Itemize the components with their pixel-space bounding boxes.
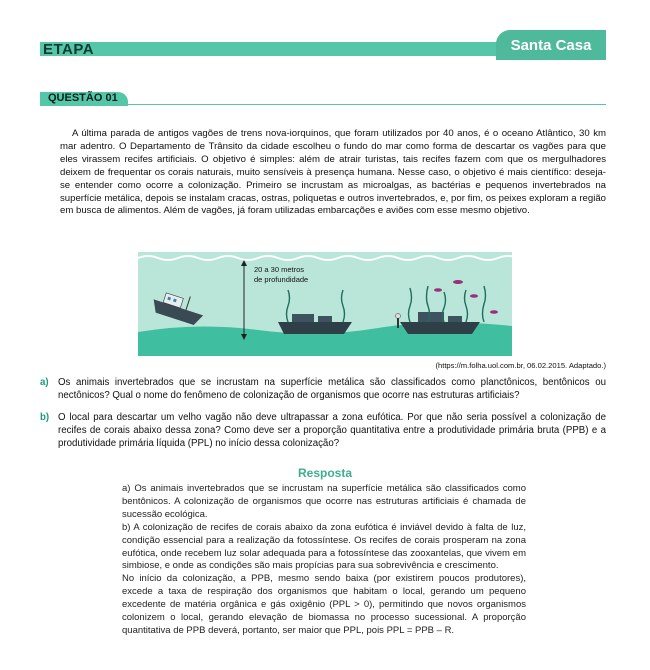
answer-box <box>122 483 526 638</box>
reef-svg <box>138 252 512 356</box>
reef-illustration <box>138 252 512 356</box>
sinking-boat <box>150 286 207 327</box>
depth-label-1: 20 a 30 metros <box>254 265 305 274</box>
question-header <box>40 92 606 106</box>
answer-part-b: b) A colonização de recifes de corais abaixo da zona eufótica é inviável devido à falta de luz, condição essencial para a realização da fotossíntese. Os recifes de corais prosperam na zona eufótica, onde recebem luz solar adequada para a fotossíntese das zooxantelas, que vivem em simbiose, e onde as condições são mais propícias para sua sobrevivência e crescimento. <box>122 521 526 572</box>
question-title: QUESTÃO 01 <box>48 92 118 104</box>
surface-wave <box>138 256 512 260</box>
figure-source: (https://m.folha.uol.com.br, 06.02.2015. Adaptado.) <box>435 361 606 370</box>
seabed-boat-1 <box>278 314 352 334</box>
item-a-letter: a) <box>40 377 49 388</box>
depth-label-2: de profundidade <box>254 275 309 284</box>
item-a-text: Os animais invertebrados que se incrustam na superfície metálica são classificados como planctônicos, bentônicos ou nectônicos? Qual o nome do fenômeno de colonização de organismos que ocorre nas estruturas artificiais? <box>58 377 606 401</box>
item-a <box>40 377 606 403</box>
question-rule <box>128 104 606 105</box>
header-bar <box>0 38 650 58</box>
answer-title: Resposta <box>297 466 353 480</box>
answer-part-b-cont: No início da colonização, a PPB, mesmo sendo baixa (por existirem poucos produtores), excede a taxa de respiração dos organismos que habitam o local, gerando um pequeno excedente de matéria orgânica e gás oxigênio (PPL > 0), permitindo que novos organismos colonizem o local, gerando elevação de biomassa no processo sucessional. A proporção quantitativa de PPB deverá, portanto, ser maior que PPL, pois PPL = PPB – R. <box>122 573 526 636</box>
exam-tag: Santa Casa <box>496 30 606 60</box>
answer-part-a: a) Os animais invertebrados que se incrustam na superfície metálica são classificados como bentônicos. A colonização de organismos que ocorre nas estruturas artificiais é chamada de sucessão ecológica. <box>122 483 526 520</box>
intro-paragraph: A última parada de antigos vagões de trens nova-iorquinos, que foram utilizados por 40 anos, é o oceano Atlântico, 30 km mar adentro. O Departamento de Trânsito da cidade escolheu o fundo do mar como forma de descartar os vagões para que eles virassem recifes artificiais. O objetivo é simples: além de atrair turistas, tais recifes fazem com que os mergulhadores deixem de frequentar os corais naturais, muito sensíveis à presença humana. Nesse caso, o objetivo é mais científico: deseja-se entender como ocorre a colonização. Primeiro se incrustam as microalgas, as bactérias e pequenos invertebrados na superfície metálica, depois se instalam cracas, ostras, poliquetas e outros invertebrados, e, por fim, os peixes exploram a região em busca de alimentos. Além de vagões, já foram utilizadas embarcações e aviões com esse mesmo objetivo. <box>60 128 606 217</box>
item-b <box>40 412 606 451</box>
item-b-letter: b) <box>40 412 50 423</box>
item-b-text: O local para descartar um velho vagão não deve ultrapassar a zona eufótica. Por que não seria possível a colonização de recifes de corais abaixo dessa zona? Como deve ser a proporção quantitativa entre a produtividade primária bruta (PPB) e a produtividade primária líquida (PPL) no início dessa colonização? <box>58 412 606 449</box>
brand-logo: ETAPA <box>43 41 95 58</box>
